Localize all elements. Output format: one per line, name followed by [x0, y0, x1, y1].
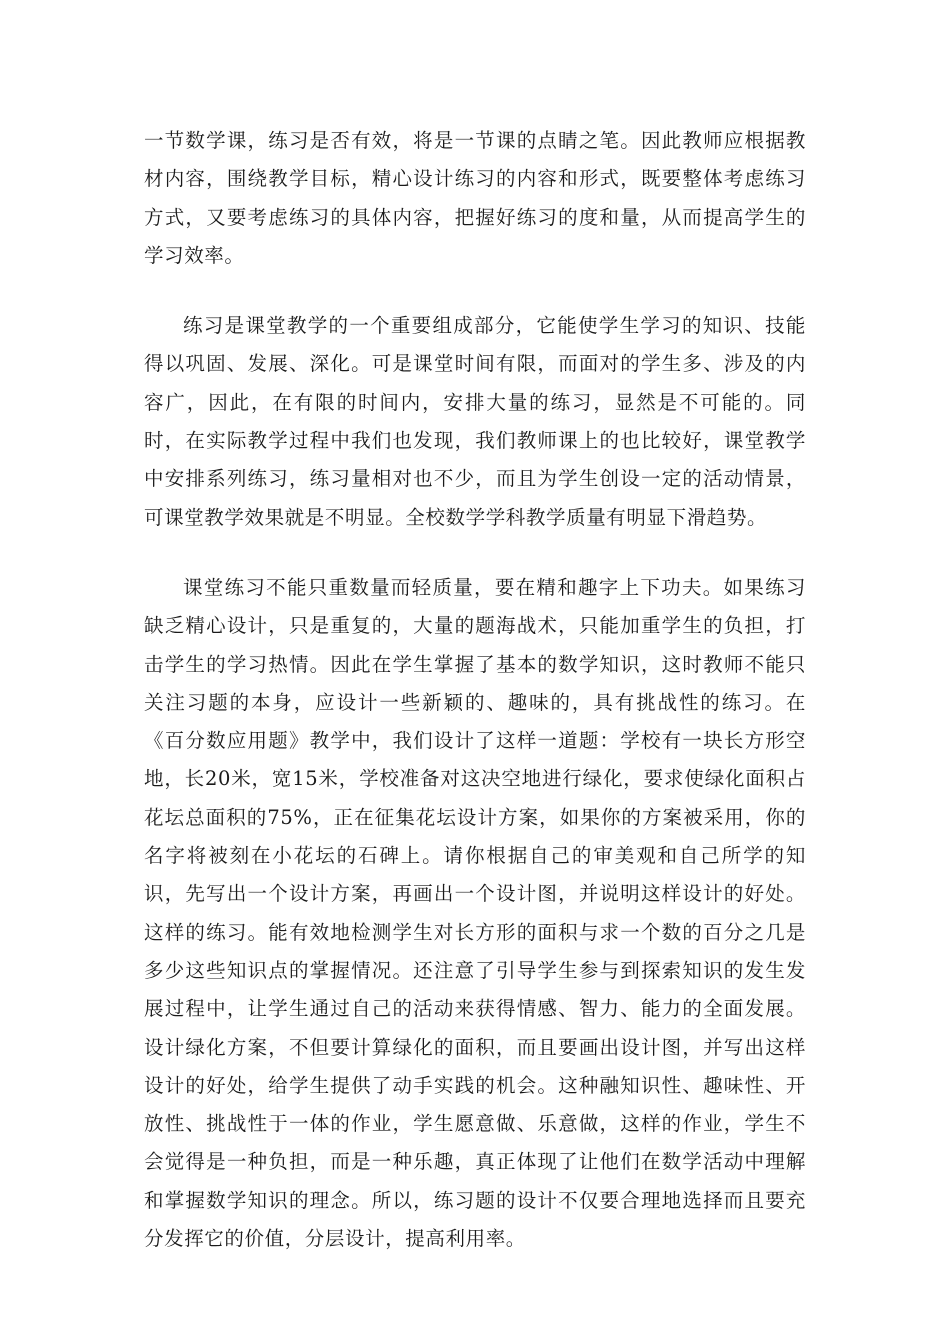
paragraph-3: 课堂练习不能只重数量而轻质量，要在精和趣字上下功夫。如果练习缺乏精心设计，只是重复的，大量的题海战术，只能加重学生的负担，打击学生的学习热情。因此在学生掌握了基本的数学知识，这时教师不能只关注习题的本身，应设计一些新颖的、趣味的，具有挑战性的练习。在《百分数应用题》教学中，我们设计了这样一道题：学校有一块长方形空地，长20米，宽15米，学校准备对这决空地进行绿化，要求使绿化面积占花坛总面积的75%，正在征集花坛设计方案，如果你的方案被采用，你的名字将被刻在小花坛的石碑上。请你根据自己的审美观和自己所学的知识，先写出一个设计方案，再画出一个设计图，并说明这样设计的好处。这样的练习。能有效地检测学生对长方形的面积与求一个数的百分之几是多少这些知识点的掌握情况。还注意了引导学生参与到探索知识的发生发展过程中，让学生通过自己的活动来获得情感、智力、能力的全面发展。设计绿化方案，不但要计算绿化的面积，而且要画出设计图，并写出这样设计的好处，给学生提供了动手实践的机会。这种融知识性、趣味性、开放性、挑战性于一体的作业，学生愿意做、乐意做，这样的作业，学生不会觉得是一种负担，而是一种乐趣，真正体现了让他们在数学活动中理解和掌握数学知识的理念。所以，练习题的设计不仅要合理地选择而且要充分发挥它的价值，分层设计，提高利用率。 [144, 575, 806, 1251]
document-body [144, 122, 806, 1258]
paragraph-2: 练习是课堂教学的一个重要组成部分，它能使学生学习的知识、技能得以巩固、发展、深化。可是课堂时间有限，而面对的学生多、涉及的内容广，因此，在有限的时间内，安排大量的练习，显然是不可能的。同时，在实际教学过程中我们也发现，我们教师课上的也比较好，课堂教学中安排系列练习，练习量相对也不少，而且为学生创设一定的活动情景，可课堂教学效果就是不明显。全校数学学科教学质量有明显下滑趋势。 [144, 314, 806, 529]
paragraph-1: 一节数学课，练习是否有效，将是一节课的点睛之笔。因此教师应根据教材内容，围绕教学目标，精心设计练习的内容和形式，既要整体考虑练习方式，又要考虑练习的具体内容，把握好练习的度和量，从而提高学生的学习效率。 [144, 129, 806, 267]
